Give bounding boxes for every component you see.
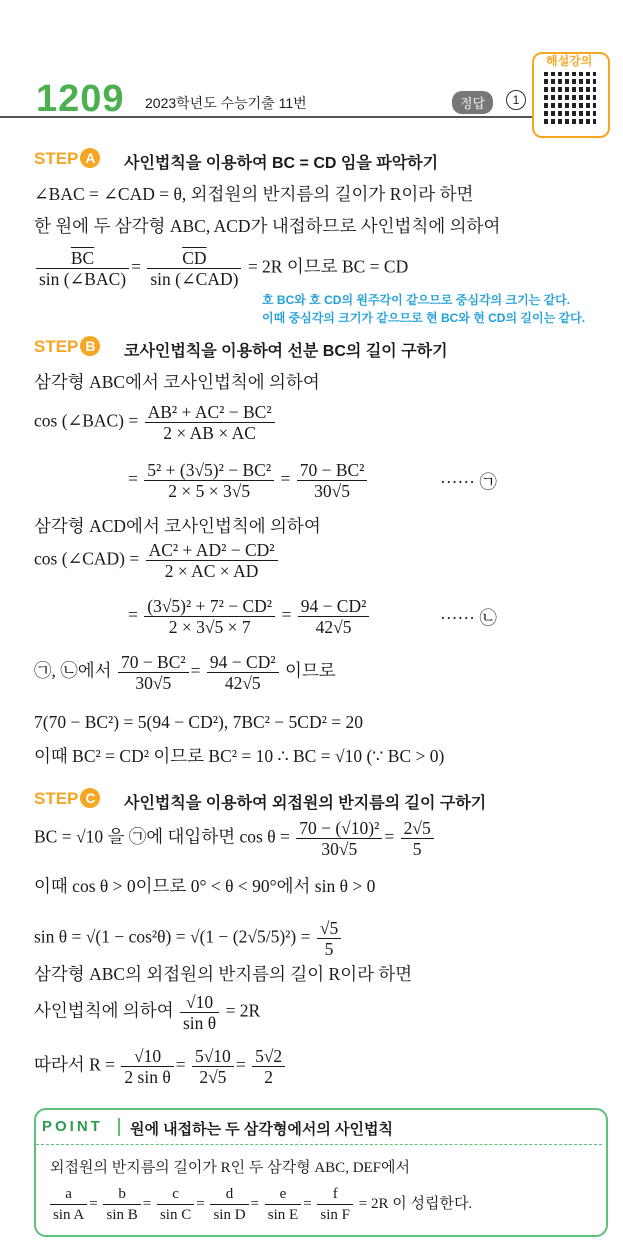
step-c-label: STEP C [34, 788, 100, 809]
point-formula: $\frac{a}{\text{sin A}}$ = $\frac{b}{\text{sin B}}$ = $\frac{c}{\text{sin C}}$ = $\frac{d}{\text{sin D}}$ = $\frac{e}{\text{sin E}}$ = $\frac{f}{\text{sin F}}$ = 2R 이 성립한다. [48, 1184, 472, 1225]
step-c-line3: sin θ = √(1 − cos²θ) = √(1 − (2√5/5)²) = $\frac{√5}{5}$ [34, 918, 343, 959]
problem-number: 1209 [36, 78, 125, 120]
step-c-line2: 이때 cos θ > 0이므로 0° < θ < 90°에서 sin θ > 0 [34, 876, 376, 896]
qr-code-icon[interactable] [544, 72, 596, 124]
point-tag: POINT [42, 1118, 103, 1135]
step-b-tag2: ······ ㉡ [440, 608, 497, 628]
step-c-line1: BC = √10 을 ㉠에 대입하면 cos θ = $\frac{\text{70 − (√10)²}}{30√5}$ = $\frac{2√5}{5}$ [34, 818, 436, 859]
step-b-label: STEP B [34, 336, 100, 357]
step-b-eq1: 7(70 − BC²) = 5(94 − CD²), 7BC² − 5CD² = 20 [34, 712, 363, 732]
step-c-line4: 삼각형 ABC의 외접원의 반지름의 길이 R이라 하면 [34, 964, 413, 984]
step-b-intro2: 삼각형 ACD에서 코사인법칙에 의하여 [34, 516, 321, 536]
point-divider [118, 1118, 120, 1136]
point-line1: 외접원의 반지름의 길이가 R인 두 삼각형 ABC, DEF에서 [50, 1160, 411, 1176]
step-b-tag1: ······ ㉠ [440, 472, 497, 492]
step-a-note1: 호 BC와 호 CD의 원주각이 같으므로 중심각의 크기는 같다. [262, 293, 571, 307]
step-b-cos1: cos (∠BAC) = $\frac{\text{AB² + AC² − BC²}}{2 \times AB \times AC}$ [34, 402, 277, 443]
step-a-line1: ∠BAC = ∠CAD = θ, 외접원의 반지름의 길이가 R이라 하면 [34, 184, 474, 204]
lecture-label: 해설강의 [546, 54, 593, 68]
step-a-note2: 이때 중심각의 크기가 같으므로 현 BC와 현 CD의 길이는 같다. [262, 311, 586, 325]
step-a-equation: $\frac{\overline{BC}}{\text{sin (∠BAC)}}$ = $\frac{\overline{CD}}{\text{sin (∠CAD)}}$ = 2R 이므로 BC = CD [34, 248, 408, 289]
step-b-title: 코사인법칙을 이용하여 선분 BC의 길이 구하기 [124, 343, 448, 360]
step-b-intro1: 삼각형 ABC에서 코사인법칙에 의하여 [34, 372, 320, 392]
step-b-eq2: 이때 BC² = CD² 이므로 BC² = 10 ∴ BC = √10 (∵ BC > 0) [34, 746, 445, 766]
step-a-label: STEP A [34, 148, 100, 169]
step-b-cos1b: = $\frac{\text{5² + (3√5)² − BC²}}{2 \times 5 \times 3√5}$ = $\frac{\text{70 − BC²}}{30√5}$ [128, 460, 369, 501]
step-b-cos2: cos (∠CAD) = $\frac{\text{AC² + AD² − CD²}}{2 \times AC \times AD}$ [34, 540, 280, 581]
step-c-line6: 따라서 R = $\frac{√10}{\text{2 sin θ}}$ = $\frac{5√10}{2√5}$ = $\frac{5√2}{2}$ [34, 1046, 287, 1087]
step-b-combine: ㉠, ㉡에서 $\frac{\text{70 − BC²}}{30√5}$ = $\frac{\text{94 − CD²}}{42√5}$ 이므로 [34, 652, 336, 693]
step-c-title: 사인법칙을 이용하여 외접원의 반지름의 길이 구하기 [124, 795, 487, 812]
answer-label: 정답 [452, 91, 493, 114]
answer-value: 1 [506, 90, 526, 110]
step-c-line5: 사인법칙에 의하여 $\frac{√10}{\text{sin θ}}$ = 2R [34, 992, 261, 1033]
problem-source: 2023학년도 수능기출 11번 [145, 95, 307, 111]
step-a-title: 사인법칙을 이용하여 BC = CD 임을 파악하기 [124, 155, 439, 172]
point-title: 원에 내접하는 두 삼각형에서의 사인법칙 [130, 1121, 394, 1138]
step-b-cos2b: = $\frac{\text{(3√5)² + 7² − CD²}}{2 \times 3√5 \times 7}$ = $\frac{\text{94 − CD²}}{42√5}$ [128, 596, 371, 637]
step-a-line2: 한 원에 두 삼각형 ABC, ACD가 내접하므로 사인법칙에 의하여 [34, 216, 501, 236]
